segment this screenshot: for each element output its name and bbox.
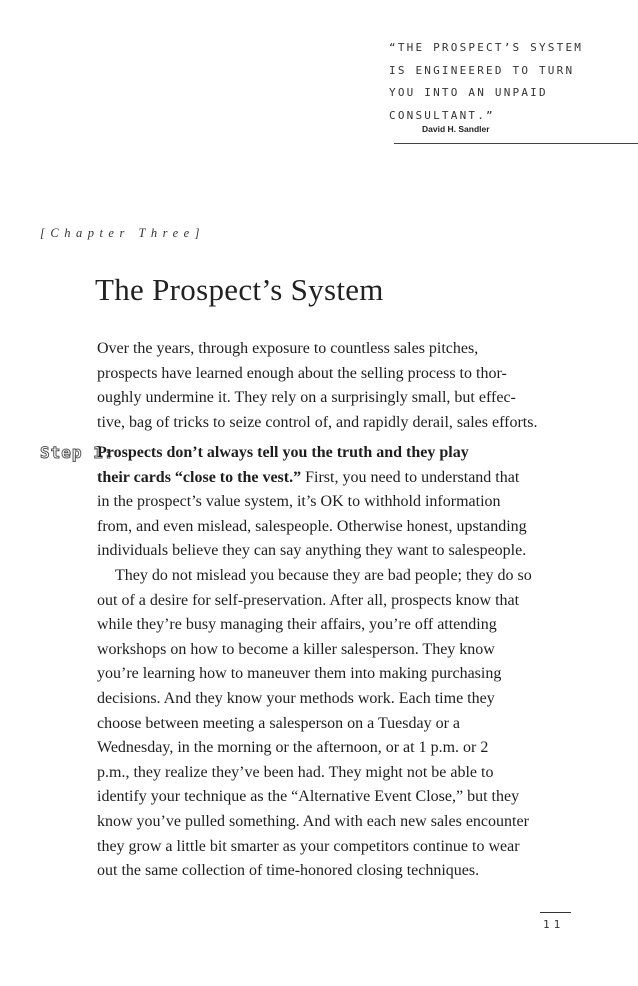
text-line: in the prospect’s value system, it’s OK to withhold information — [97, 493, 501, 511]
text-line: prospects have learned enough about the selling process to thor- — [97, 364, 507, 382]
text-line: individuals believe they can say anything they want to salespeople. — [97, 542, 527, 560]
text-line: identify your technique as the “Alternative Event Close,” but they — [97, 788, 520, 806]
text-line: choose between meeting a salesperson on a Tuesday or a — [97, 714, 461, 732]
step-heading-cont: their cards “close to the vest.” — [97, 468, 302, 486]
text-line: workshops on how to become a killer salesperson. They know — [97, 640, 495, 658]
intro-paragraph — [97, 337, 567, 435]
step-1-paragraph — [97, 441, 567, 884]
step-label-text: Step 1: — [40, 443, 115, 462]
text-line: tive, bag of tricks to seize control of, and rapidly derail, sales efforts. — [97, 413, 538, 431]
epigraph-author: David H. Sandler — [422, 124, 490, 134]
text-line: They do not mislead you because they are bad people; they do so — [115, 566, 532, 584]
text-line: oughly undermine it. They rely on a surprisingly small, but effec- — [97, 389, 516, 407]
page-title: The Prospect’s System — [95, 272, 384, 307]
epigraph-line: IS ENGINEERED TO TURN — [389, 63, 575, 77]
text-line: Over the years, through exposure to countless sales pitches, — [97, 340, 479, 357]
chapter-label: [Chapter Three] — [40, 226, 206, 240]
text-run: First, you need to understand that — [301, 468, 520, 486]
epigraph-quote — [389, 37, 634, 127]
text-line: know you’ve pulled something. And with each new sales encounter — [97, 812, 529, 830]
text-line: Wednesday, in the morning or the afternoon, or at 1 p.m. or 2 — [97, 739, 489, 757]
page-number: 11 — [543, 918, 565, 931]
text-line: you’re learning how to maneuver them into making purchasing — [97, 665, 502, 683]
text-line: out the same collection of time-honored closing techniques. — [97, 862, 480, 880]
text-line: while they’re busy managing their affairs, you’re off attending — [97, 616, 497, 634]
epigraph-line: YOU INTO AN UNPAID — [389, 86, 548, 99]
text-line: from, and even mislead, salespeople. Otherwise honest, upstanding — [97, 517, 527, 535]
text-line: decisions. And they know your methods work. Each time they — [97, 689, 495, 707]
epigraph-divider — [394, 143, 638, 144]
step-heading: Prospects don’t always tell you the truth and they play — [97, 444, 469, 461]
epigraph-line: CONSULTANT.” — [389, 108, 495, 122]
epigraph-line: “THE PROSPECT’S SYSTEM — [389, 41, 584, 54]
text-line: out of a desire for self-preservation. After all, prospects know that — [97, 591, 520, 609]
page-number-rule — [540, 912, 571, 913]
text-line: p.m., they realize they’ve been had. They might not be able to — [97, 763, 494, 781]
text-line — [97, 466, 567, 491]
text-line: they grow a little bit smarter as your competitors continue to wear — [97, 837, 520, 855]
